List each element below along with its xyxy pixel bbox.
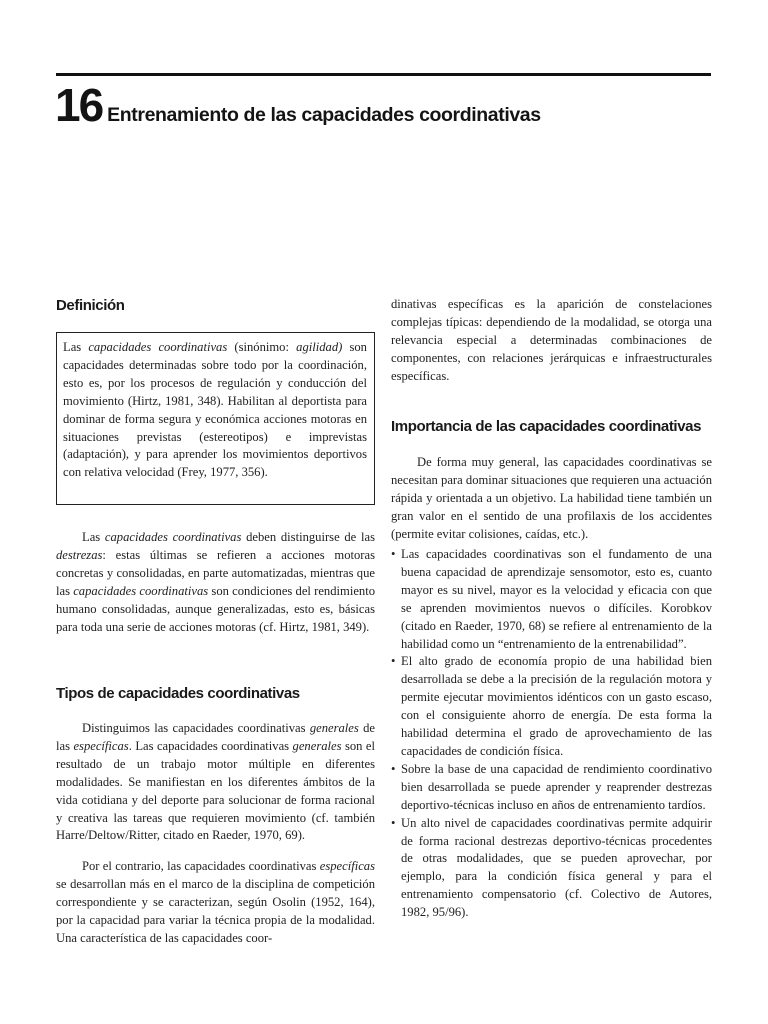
list-item — [391, 761, 712, 815]
bullet-list — [391, 546, 712, 922]
paragraph-destrezas: Las capacidades coordinativas deben distinguirse de las destrezas: estas últimas se refieren a acciones motoras concretas y consolidadas, en parte automatizadas, mientras que las capacidades coordinativas son condiciones del rendimiento humano consolidadas, aunque generalizadas, esto es, básicas para toda una serie de acciones motoras (cf. Hirtz, 1981, 349). — [56, 530, 375, 634]
paragraph-importancia: De forma muy general, las capacidades coordinativas se necesitan para dominar situaciones que requieren una actuación rápida y orientada a un objetivo. La habilidad tiene también un gran valor en el sentido de una profilaxis de los accidentes (permite evitar colisiones, caídas, etc.). — [391, 455, 712, 541]
section-heading-definicion: Definición — [56, 297, 125, 314]
list-item-text: Las capacidades coordinativas son el fundamento de una buena capacidad de aprendizaje sensomotor, esto es, cuanto mayor es su nivel, mayor es la velocidad y eficacia con que se aprenden movimientos nuevos o difíciles. Korobkov (citado en Raeder, 1970, 68) se refiere al entrenamiento de la habilidad como un “entrenamiento de la entrenabilidad”. — [401, 547, 712, 651]
emphasis-text: específicas — [73, 738, 129, 753]
list-item — [391, 546, 712, 653]
list-item-text: Un alto nivel de capacidades coordinativas permite adquirir de forma racional destrezas deportivo-técnicas procedentes de otras modalidades, que se pueden aprovechar, por ejemplo, para la condición física general y para el entrenamiento compensatorio (cf. Colectivo de Autores, 1982, 95/96). — [401, 815, 712, 920]
emphasis-text: capacidades coordinativas — [88, 340, 228, 354]
paragraph-continuation: dinativas específicas es la aparición de constelaciones complejas típicas: dependiendo de la modalidad, se otorga una relevancia especial a determinadas combinaciones de componentes, con relaciones jerárquicas e infraestructurales específicas. — [391, 297, 712, 383]
definition-text: Las capacidades coordinativas (sinónimo: agilidad) son capacidades determinadas sobre todo por la coordinación, esto es, por los procesos de regulación y conducción del movimiento (Hirtz, 1981, 348). Habilitan al deportista para dominar de forma segura y económica acciones motoras en situaciones previstas (estereotipos) e imprevistas (adaptación), y para aprender los movimientos deportivos con relativa velocidad (Frey, 1977, 356). — [63, 340, 367, 480]
chapter-top-rule — [56, 73, 711, 76]
bullet-marker: • — [391, 654, 396, 669]
paragraph-generales: Distinguimos las capacidades coordinativas generales de las específicas. Las capacidades coordinativas generales son el resultado de un trabajo motor múltiple en diferentes modalidades. Se manifiestan en los diferentes ámbitos de la vida cotidiana y del deporte para solucionar de forma racional y creativa las tareas que requieren movimiento (cf. también Harre/Deltow/Ritter, citado en Raeder, 1970, 69). — [56, 721, 376, 843]
emphasis-text: generales — [309, 721, 359, 735]
paragraph-especificas: Por el contrario, las capacidades coordinativas específicas se desarrollan más en el marco de la disciplina de competición correspondiente y se caracterizan, según Osolin (1952, 164), por la capacidad para variar la técnica propia de la modalidad. Una característica de las capacidades coor- — [56, 859, 375, 945]
emphasis-text: destrezas — [56, 547, 103, 562]
list-item — [391, 815, 712, 922]
section-heading-tipos: Tipos de capacidades coordinativas — [56, 685, 300, 702]
emphasis-text: generales — [292, 738, 342, 753]
bullet-marker: • — [391, 547, 396, 561]
definition-box — [56, 332, 375, 505]
section-heading-importancia: Importancia de las capacidades coordinativas — [391, 418, 702, 435]
chapter-number: 16 — [55, 79, 103, 131]
emphasis-text: capacidades coordinativas — [104, 530, 242, 544]
chapter-heading — [55, 78, 541, 132]
list-item-text: Sobre la base de una capacidad de rendimiento coordinativo bien desarrollada se puede aprender y reaprender destrezas deportivo-técnicas incluso en años de entrenamiento tardíos. — [401, 761, 712, 812]
emphasis-text: agilidad) — [296, 340, 343, 354]
bullet-marker: • — [391, 815, 396, 830]
chapter-title: Entrenamiento de las capacidades coordinativas — [107, 104, 541, 126]
list-item — [391, 653, 712, 760]
list-item-text: El alto grado de economía propio de una habilidad bien desarrollada se debe a la precisión de la regulación motora y permite ejecutar movimientos idénticos con un gasto escaso, con el consiguiente ahorro de energía. De esta forma la habilidad determina el grado de aprovechamiento de las capacidades de condición física. — [401, 654, 712, 758]
emphasis-text: capacidades coordinativas — [73, 583, 209, 598]
bullet-marker: • — [391, 761, 396, 776]
emphasis-text: específicas — [319, 859, 375, 873]
